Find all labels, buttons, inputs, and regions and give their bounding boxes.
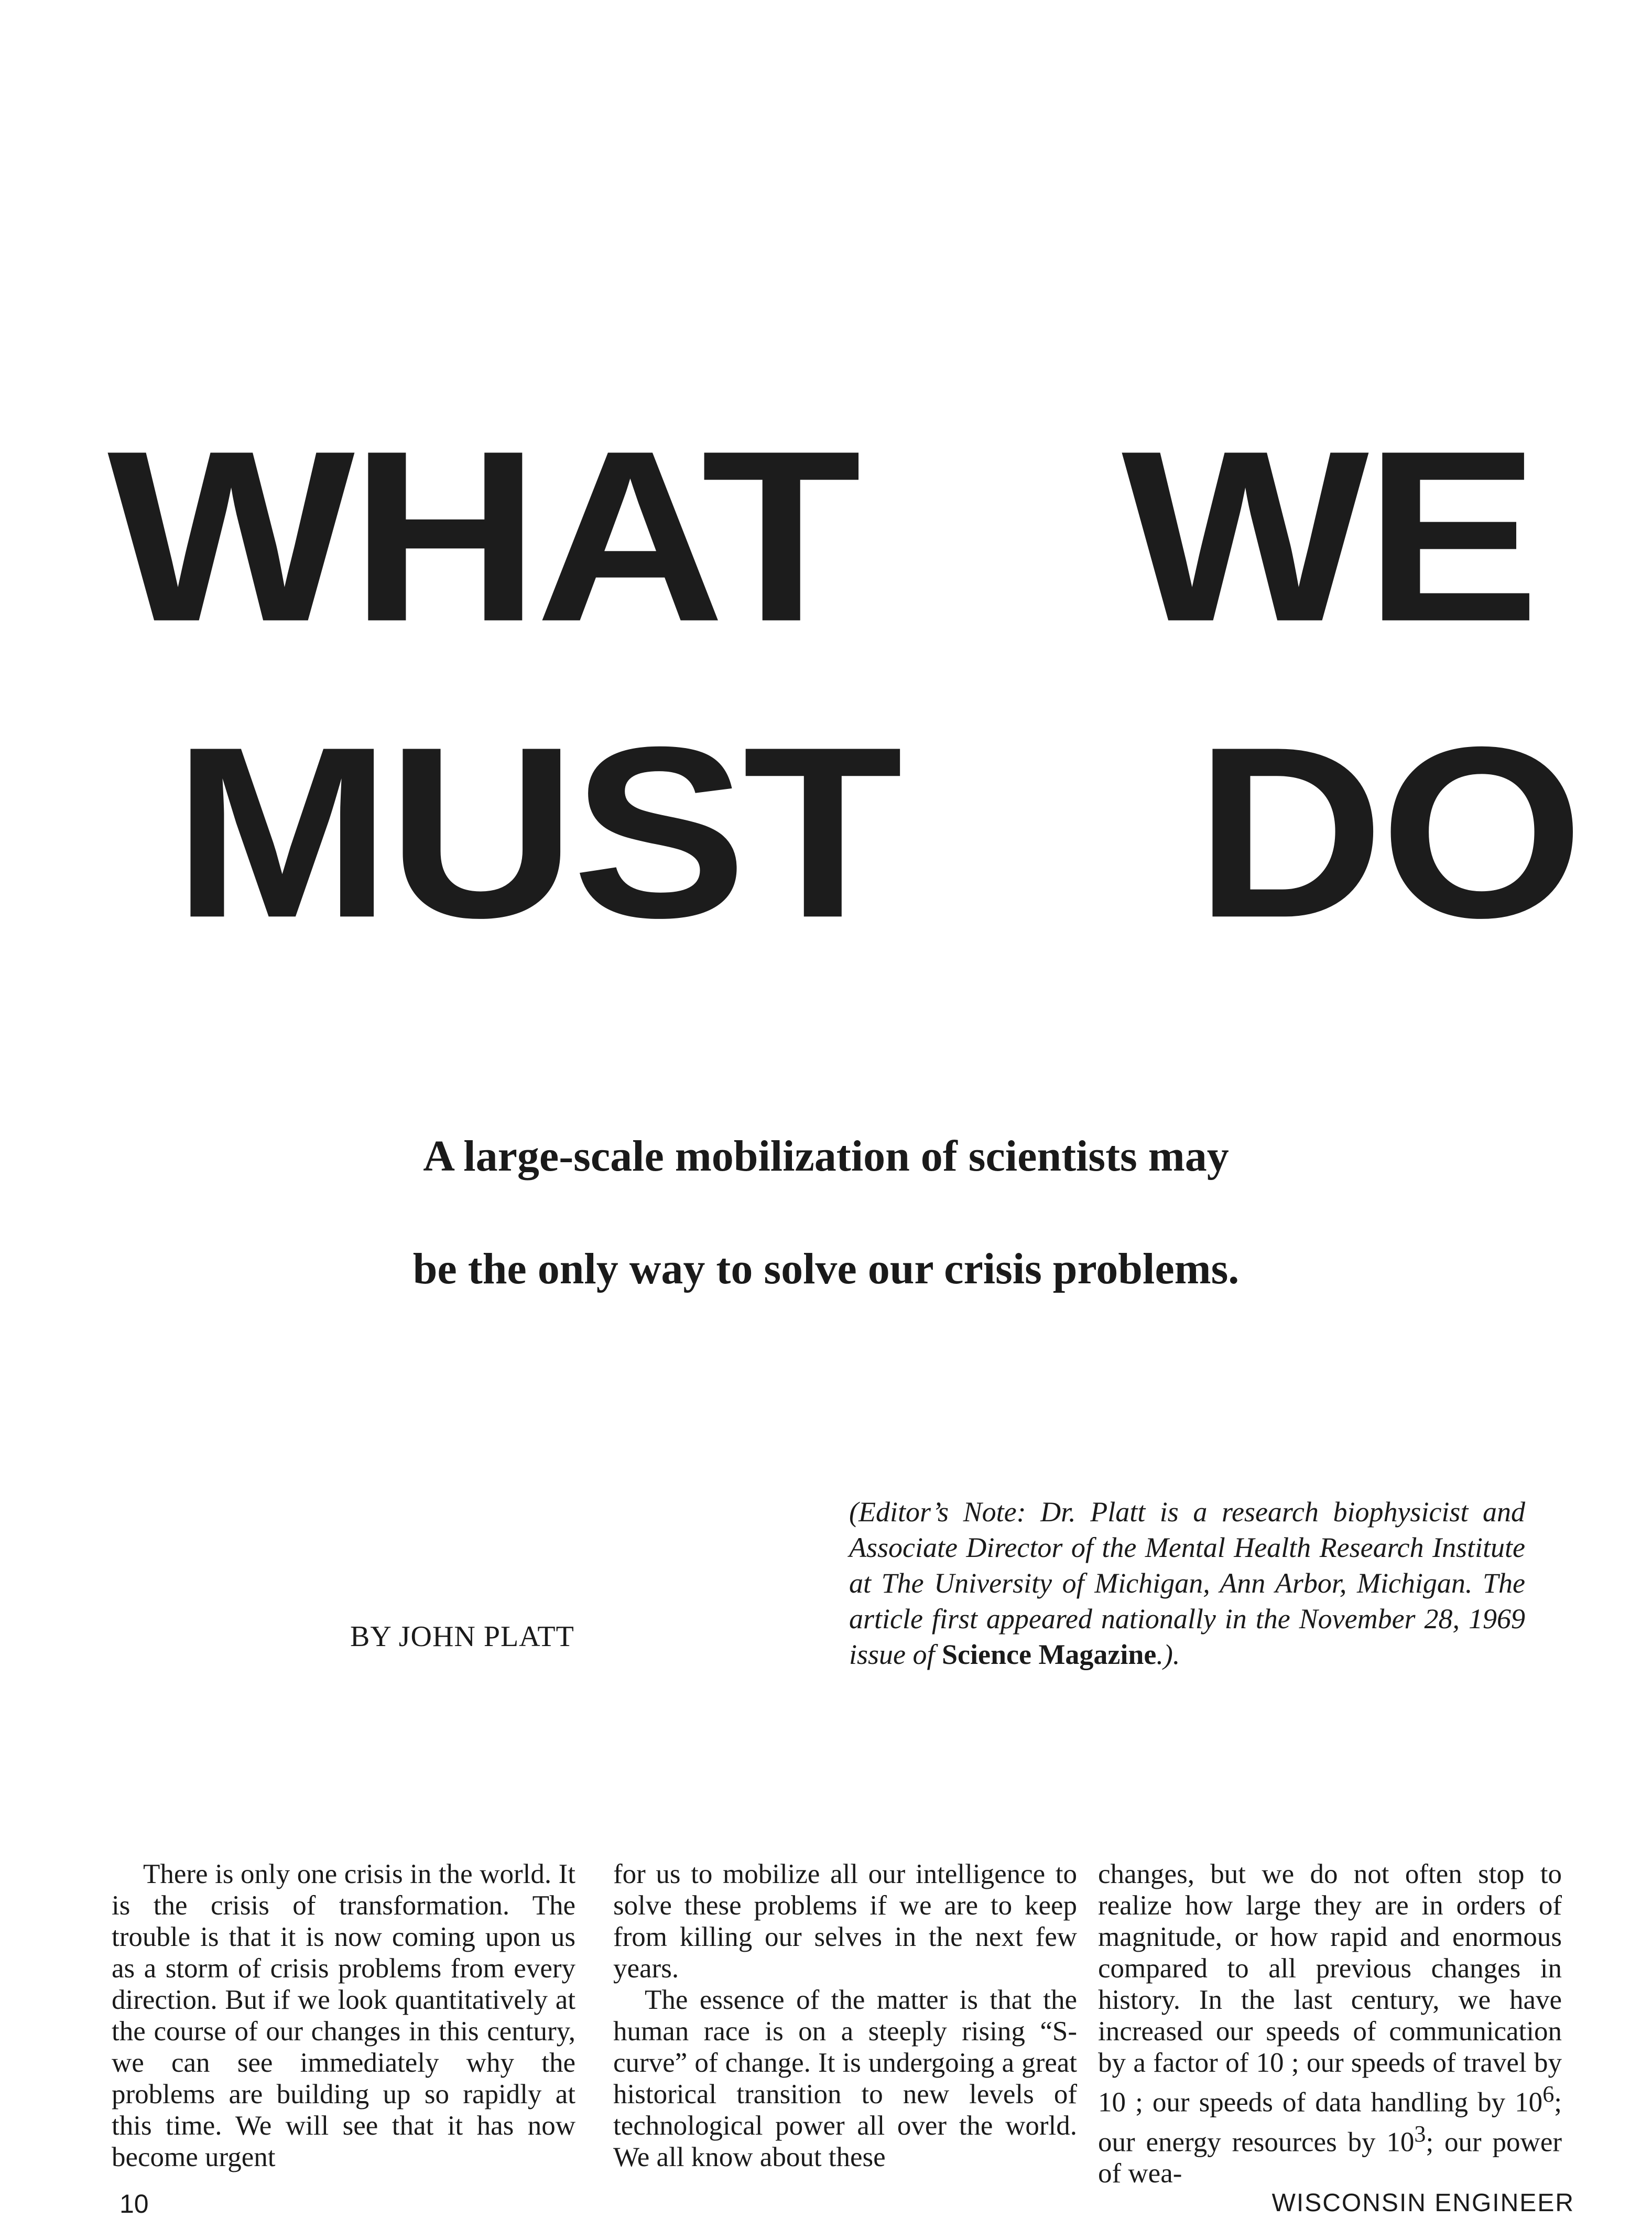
body-paragraph: There is only one crisis in the world. It is the crisis of transformation. The trouble is that it is now coming upon us as a storm of crisis problems from every direction. But if we look quantitatively at the course of our changes in this century, we can see immediately why the problems are building up so rapidly at this time. We will see that it has now become urgent: [112, 1859, 575, 2172]
body-paragraph: for us to mobilize all our intelligence to solve these problems if we are to keep from killing our selves in the next few years.: [613, 1859, 1077, 1984]
body-column-2: [613, 1858, 1077, 2173]
body-text: changes, but we do not often stop to realize how large they are in orders of magnitude, or how rapid and enormous compared to all previous changes in history. In the last century, we have increased our speeds of communication by a factor of 10 ; our speeds of travel by 10 ; our speeds of data handling by 10: [1098, 1859, 1562, 2118]
byline: BY JOHN PLATT: [350, 1620, 574, 1653]
body-text: ; our power of wea-: [1098, 2127, 1562, 2189]
editor-note-magazine: Science Magazine: [942, 1639, 1157, 1670]
headline-word-what: WHAT: [107, 399, 857, 672]
subtitle-line-1: A large-scale mobilization of scientists may: [423, 1132, 1229, 1181]
exponent: 3: [1414, 2120, 1426, 2147]
headline-word-must: MUST: [173, 696, 899, 968]
body-paragraph: [1098, 1858, 1562, 2189]
body-column-3: [1098, 1858, 1562, 2189]
body-text: ; our energy resources by 10: [1098, 2087, 1562, 2158]
page-number: 10: [119, 2189, 149, 2219]
editor-note-ending: .).: [1156, 1639, 1180, 1670]
editor-note: [849, 1494, 1525, 1672]
headline-word-we: WE: [1122, 399, 1536, 672]
exponent: 6: [1542, 2081, 1555, 2107]
subtitle-line-2: be the only way to solve our crisis problems.: [412, 1245, 1240, 1293]
publication-name: WISCONSIN ENGINEER: [1271, 2189, 1574, 2217]
editor-note-text: (Editor’s Note: Dr. Platt is a research biophysicist and Associate Director of the Mental Health Research Institute at The University of Michigan, Ann Arbor, Michigan. The article first appeared nationally in the November 28, 1969 issue of: [849, 1496, 1525, 1670]
body-paragraph: The essence of the matter is that the human race is on a steeply rising “S-curve” of change. It is undergoing a great historical transition to new levels of technological power all over the world. We all know about these: [613, 1985, 1077, 2172]
headline-word-do: DO: [1195, 696, 1580, 968]
body-column-1: [112, 1858, 575, 2173]
